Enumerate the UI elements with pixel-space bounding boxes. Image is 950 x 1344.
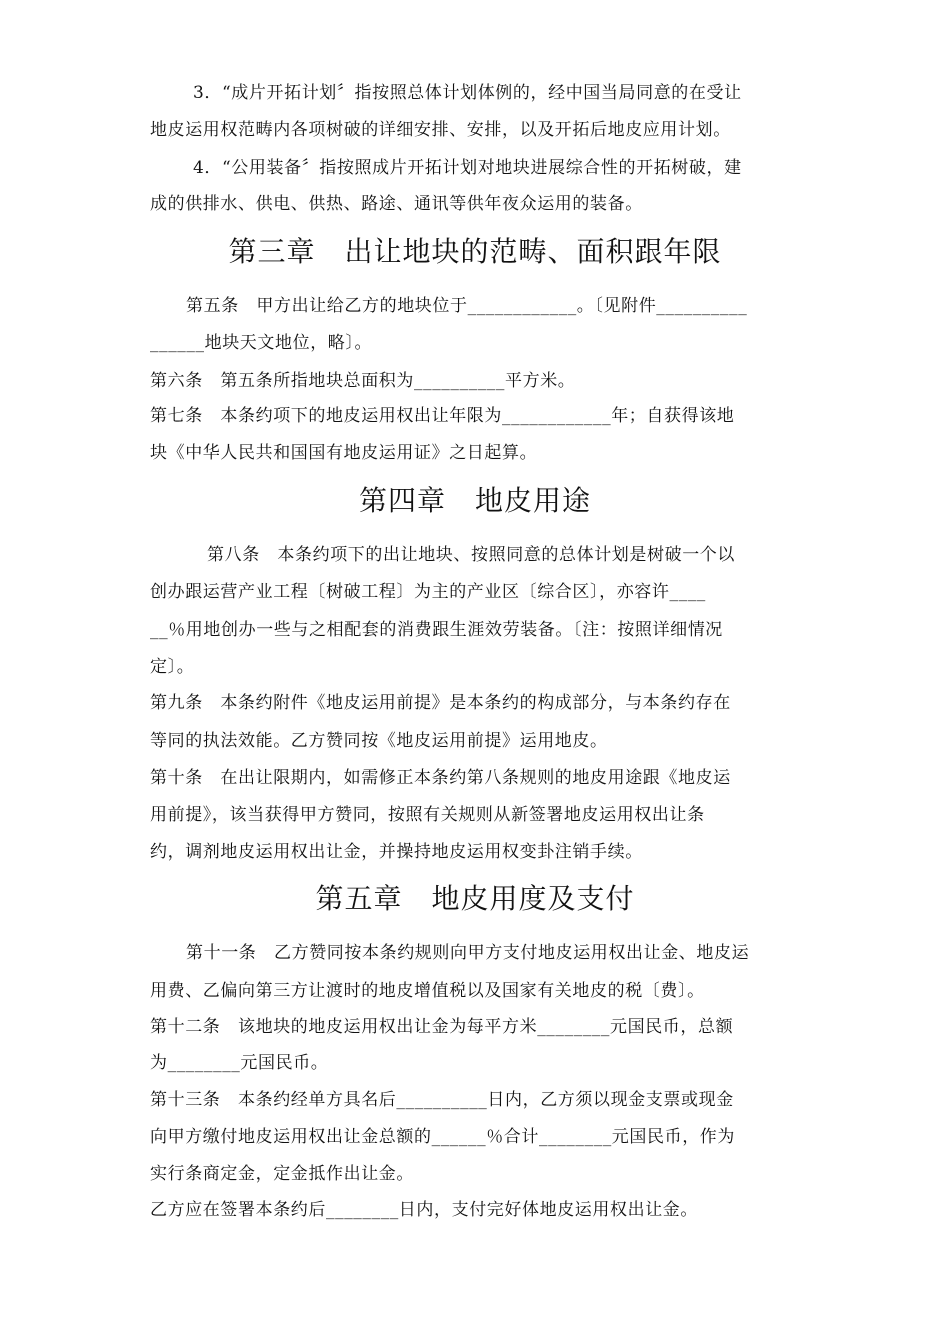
article-10-line: 第十条 在出让限期内，如需修正本条约第八条规则的地皮用途跟《地皮运 xyxy=(150,768,731,788)
chapter-3-heading: 第三章 出让地块的范畴、面积跟年限 xyxy=(228,235,722,268)
article-8-line: 第八条 本条约项下的出让地块、按照同意的总体计划是树破一个以 xyxy=(207,545,735,565)
article-9-line: 等同的执法效能。乙方赞同按《地皮运用前提》运用地皮。 xyxy=(150,731,608,751)
article-7-line: 第七条 本条约项下的地皮运用权出让年限为____________年；自获得该地 xyxy=(150,406,735,426)
paragraph-line: 地皮运用权范畴内各项树破的详细安排、安排，以及开拓后地皮应用计划。 xyxy=(150,120,731,140)
article-9-line: 第九条 本条约附件《地皮运用前提》是本条约的构成部分，与本条约存在 xyxy=(150,693,731,713)
article-12-line: 为________元国民币。 xyxy=(150,1053,329,1073)
article-10-line: 约，调剂地皮运用权出让金，并操持地皮运用权变卦注销手续。 xyxy=(150,842,643,862)
paragraph-line: 3．“成片开拓计划〞指按照总体计划体例的，经中国当局同意的在受让 xyxy=(193,83,742,103)
article-13-line: 实行条商定金，定金抵作出让金。 xyxy=(150,1164,414,1184)
article-12-line: 第十二条 该地块的地皮运用权出让金为每平方米________元国民币，总额 xyxy=(150,1017,734,1037)
article-8-line: 创办跟运营产业工程〔树破工程〕为主的产业区〔综合区〕，亦容许____ xyxy=(150,582,706,602)
article-5-line: 第五条 甲方出让给乙方的地块位于____________。〔见附件__________ xyxy=(186,296,748,316)
article-8-line: 定〕。 xyxy=(150,657,195,677)
chapter-5-heading: 第五章 地皮用度及支付 xyxy=(315,882,635,915)
article-13-line: 向甲方缴付地皮运用权出让金总额的______％合计________元国民币，作为 xyxy=(150,1127,735,1147)
chapter-4-heading: 第四章 地皮用途 xyxy=(358,484,591,517)
payment-line: 乙方应在签署本条约后________日内，支付完好体地皮运用权出让金。 xyxy=(150,1200,698,1220)
article-10-line: 用前提》，该当获得甲方赞同，按照有关规则从新签署地皮运用权出让条 xyxy=(150,805,705,825)
article-7-line: 块《中华人民共和国国有地皮运用证》之日起算。 xyxy=(150,443,538,463)
article-5-line: ______地块天文地位，略〕。 xyxy=(150,333,373,353)
article-11-line: 用费、乙偏向第三方让渡时的地皮增值税以及国家有关地皮的税〔费〕。 xyxy=(150,981,705,1001)
paragraph-line: 成的供排水、供电、供热、路途、通讯等供年夜众运用的装备。 xyxy=(150,194,643,214)
article-6-line: 第六条 第五条所指地块总面积为__________平方米。 xyxy=(150,371,576,391)
article-11-line: 第十一条 乙方赞同按本条约规则向甲方支付地皮运用权出让金、地皮运 xyxy=(186,943,750,963)
paragraph-line: 4．“公用装备〞指按照成片开拓计划对地块进展综合性的开拓树破，建 xyxy=(193,158,742,178)
article-8-line: __％用地创办一些与之相配套的消费跟生涯效劳装备。〔注：按照详细情况 xyxy=(150,620,723,640)
article-13-line: 第十三条 本条约经单方具名后__________日内，乙方须以现金支票或现金 xyxy=(150,1090,734,1110)
